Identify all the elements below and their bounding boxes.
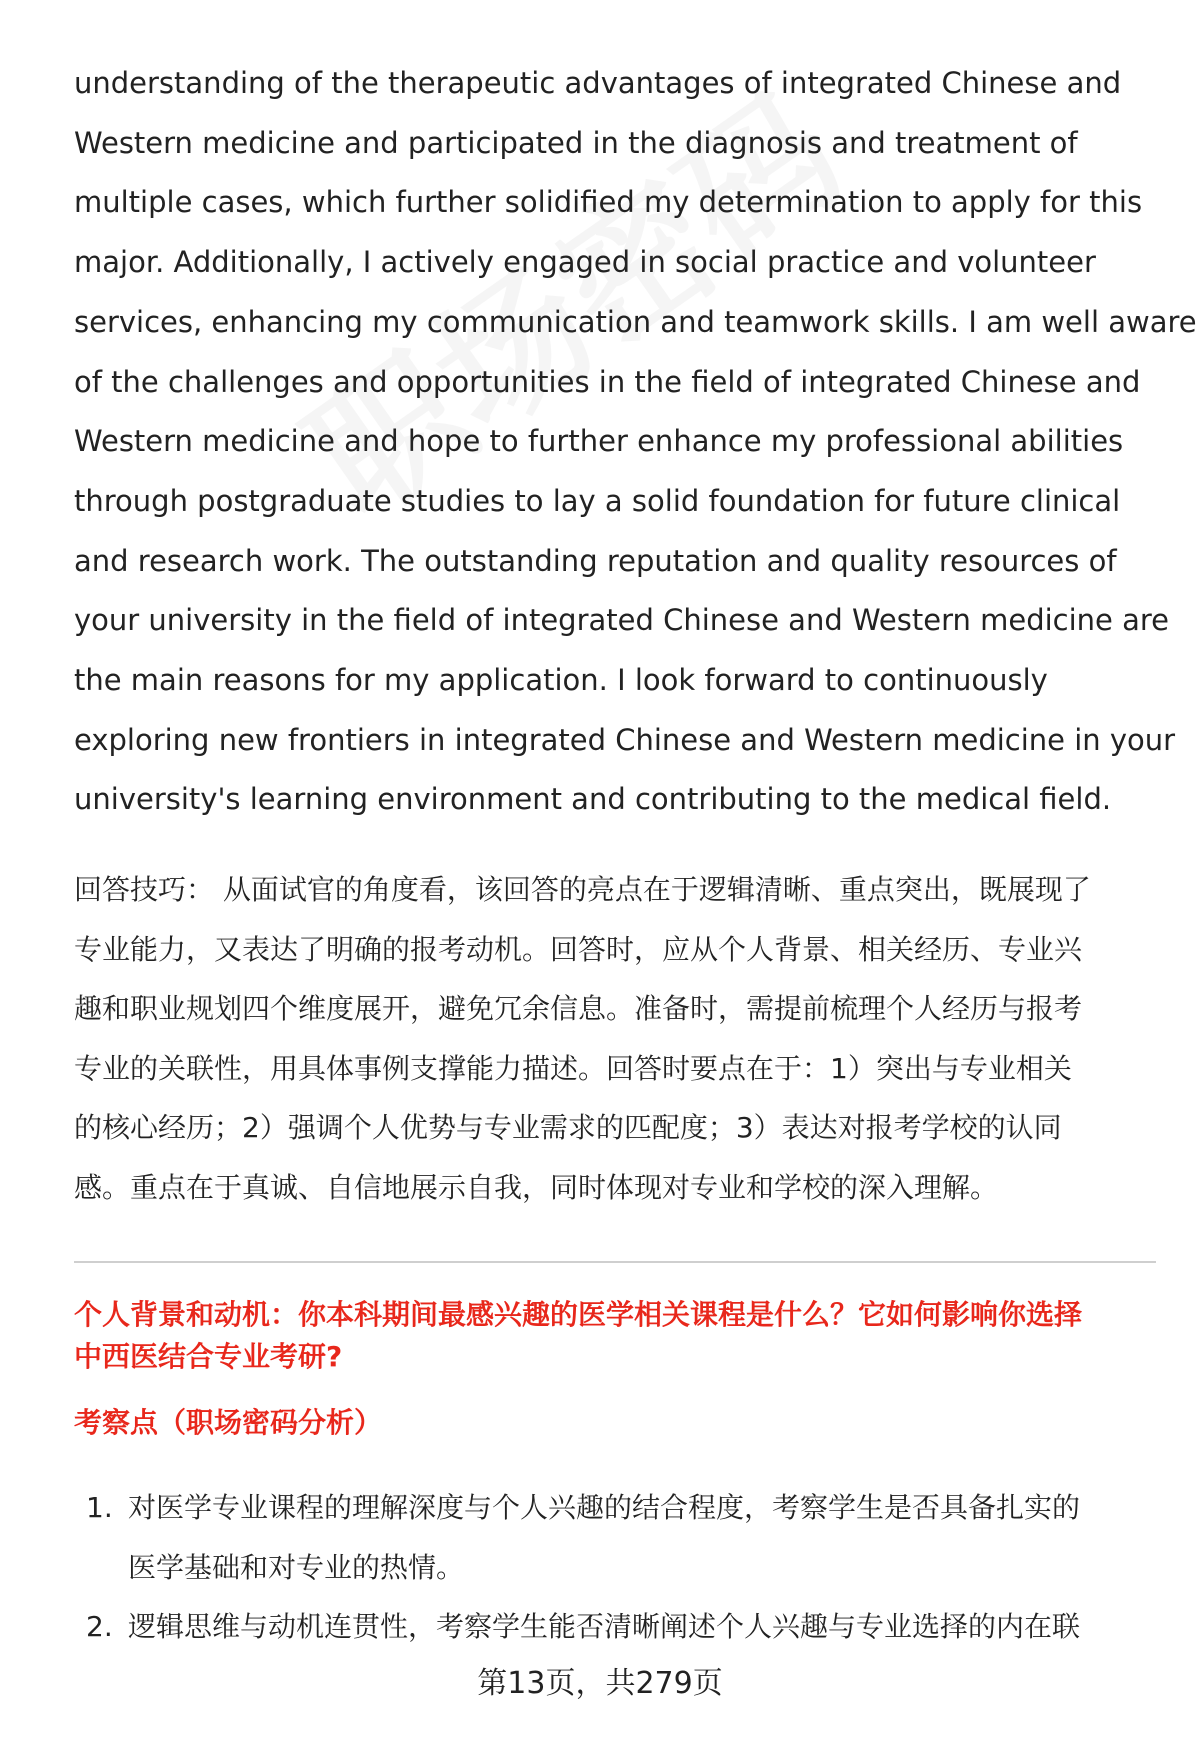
paragraph-line: the main reasons for my application. I look forward to continuously (74, 663, 1048, 698)
list-item (74, 1597, 1164, 1657)
list-item-number: 1. (86, 1491, 113, 1524)
paragraph-line: and research work. The outstanding reputation and quality resources of (74, 543, 1117, 578)
question-heading (74, 1294, 1164, 1378)
question-line: 中西医结合专业考研? (74, 1340, 343, 1373)
tips-line: 专业的关联性，用具体事例支撑能力描述。回答时要点在于：1）突出与专业相关 (74, 1051, 1072, 1085)
tips-line: 回答技巧： 从面试官的角度看，该回答的亮点在于逻辑清晰、重点突出，既展现了 (74, 873, 1091, 906)
english-paragraph (74, 54, 1197, 830)
paragraph-line: of the challenges and opportunities in the field of integrated Chinese and (74, 364, 1141, 399)
paragraph-line: Western medicine and hope to further enhance my professional abilities (74, 424, 1124, 459)
divider (74, 1261, 1156, 1263)
paragraph-line: services, enhancing my communication and teamwork skills. I am well aware (74, 304, 1197, 339)
tips-line: 感。重点在于真诚、自信地展示自我，同时体现对专业和学校的深入理解。 (74, 1170, 999, 1204)
tips-line: 趣和职业规划四个维度展开，避免冗余信息。准备时，需提前梳理个人经历与报考 (74, 992, 1083, 1025)
list-item-line: 对医学专业课程的理解深度与个人兴趣的结合程度，考察学生是否具备扎实的 (128, 1491, 1081, 1524)
paragraph-line: university's learning environment and contributing to the medical field. (74, 782, 1112, 817)
paragraph-line: Western medicine and participated in the diagnosis and treatment of (74, 125, 1078, 160)
list-item-line: 医学基础和对专业的热情。 (128, 1550, 465, 1584)
paragraph-line: multiple cases, which further solidified my determination to apply for this (74, 185, 1143, 220)
question-line: 个人背景和动机：你本科期间最感兴趣的医学相关课程是什么？它如何影响你选择 (74, 1298, 1083, 1331)
answer-tips (74, 860, 1164, 1217)
paragraph-line: major. Additionally, I actively engaged in social practice and volunteer (74, 245, 1096, 280)
paragraph-line: your university in the field of integrated Chinese and Western medicine are (74, 603, 1170, 638)
page-footer: 第13页，共279页 (477, 1666, 723, 1701)
points-list (74, 1478, 1164, 1657)
paragraph-line: understanding of the therapeutic advantages of integrated Chinese and (74, 66, 1122, 100)
tips-line: 的核心经历；2）强调个人优势与专业需求的匹配度；3）表达对报考学校的认同 (74, 1111, 1062, 1144)
tips-line: 专业能力，又表达了明确的报考动机。回答时，应从个人背景、相关经历、专业兴 (74, 932, 1083, 966)
list-item (74, 1478, 1164, 1597)
section-title: 考察点（职场密码分析） (74, 1406, 383, 1439)
list-item-number: 2. (86, 1610, 113, 1643)
list-item-line: 逻辑思维与动机连贯性，考察学生能否清晰阐述个人兴趣与专业选择的内在联 (128, 1610, 1081, 1643)
paragraph-line: exploring new frontiers in integrated Chinese and Western medicine in your (74, 722, 1176, 757)
paragraph-line: through postgraduate studies to lay a solid foundation for future clinical (74, 483, 1121, 518)
